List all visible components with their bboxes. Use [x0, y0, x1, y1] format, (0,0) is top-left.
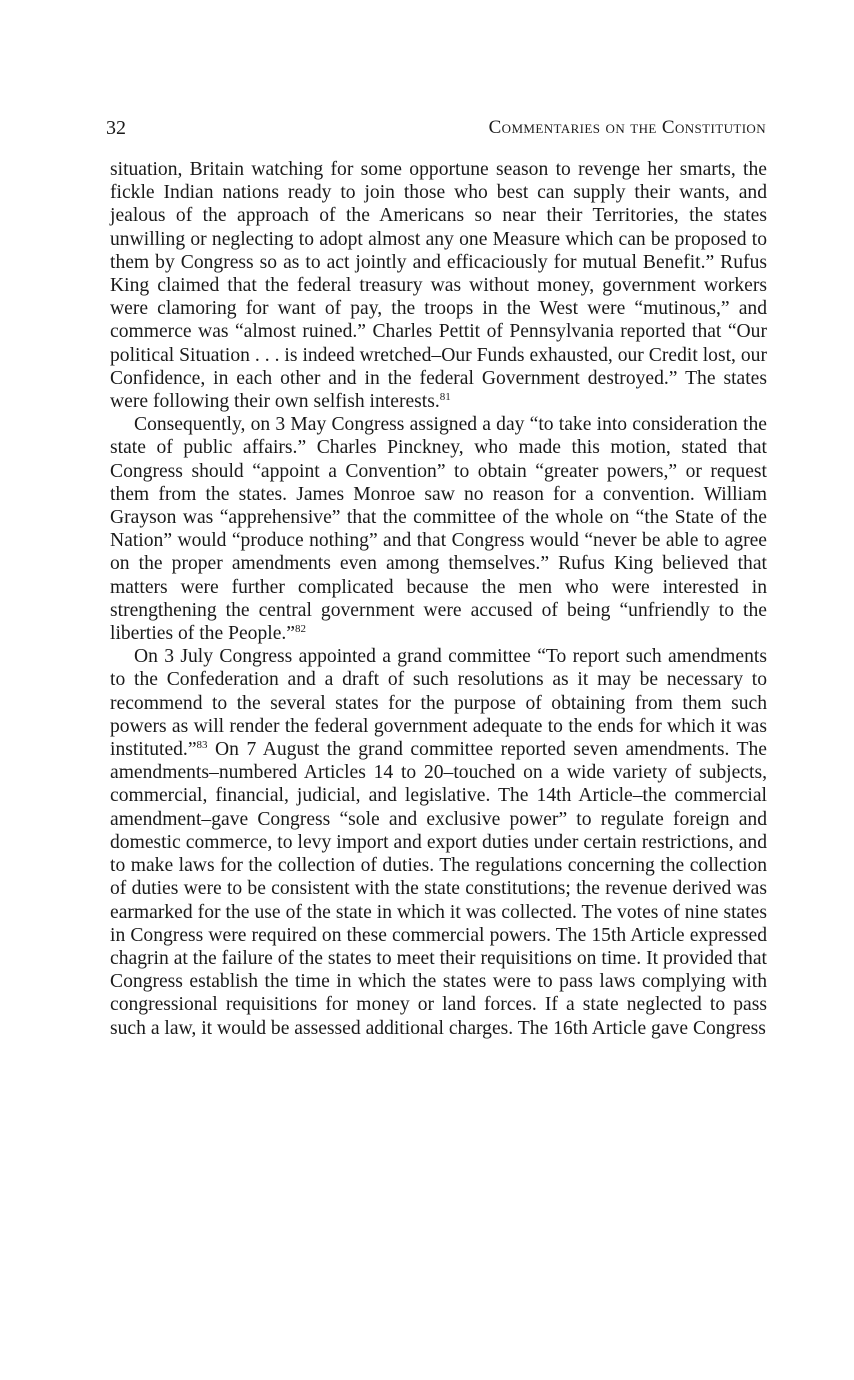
- paragraph-3-text-b: On 7 August the grand committee reported seven amendments. The amendments–numbered Articles 14 to 20–touched on a wide variety of subjects, commercial, financial, judicial, and legislative. The 14th Article–the commercial amendment–gave Congress “sole and exclusive power” to regulate foreign and domestic commerce, to levy import and export duties under certain restrictions, and to make laws for the collection of duties. The regulations concerning the collection of duties were to be consistent with the state constitutions; the revenue derived was earmarked for the use of the state in which it was collected. The votes of nine states in Congress were required on these commercial powers. The 15th Article expressed chagrin at the failure of the states to meet their requisitions on time. It provided that Congress establish the time in which the states were to pass laws complying with congressional requisitions for money or land forces. If a state neglected to pass such a law, it would be assessed additional charges. The 16th Article gave Congress: [110, 739, 767, 1039]
- footnote-ref-83: 83: [196, 739, 208, 752]
- paragraph-2-text: Consequently, on 3 May Congress assigned a day “to take into consideration the state of public affairs.” Charles Pinckney, who made this motion, stated that Congress should “appoint a Convention” to obtain “greater powers,” or request them from the states. James Monroe saw no reason for a convention. William Grayson was “apprehensive” that the committee of the whole on “the State of the Nation” would “produce nothing” and that Congress would “never be able to agree on the proper amendments even among themselves.” Rufus King believed that matters were further complicated because the men who were interested in strengthening the central government were accused of being “unfriendly to the liberties of the People.”: [110, 414, 767, 645]
- paragraph-3-text-a: On 3 July Congress appointed a grand committee “To report such amendments to the Confederation and a draft of such resolutions as it may be necessary to recommend to the several states for the purpose of obtaining from them such powers as will render the federal government adequate to the ends for which it was instituted.”: [110, 646, 767, 761]
- page-number: 32: [106, 117, 126, 139]
- page-header: [106, 114, 766, 142]
- paragraph-1-text: situation, Britain watching for some opportune season to revenge her smarts, the fickle Indian nations ready to join those who best can supply their wants, and jealous of the approach of the Americans so near their Territories, the states unwilling or neglecting to adopt almost any one Measure which can be proposed to them by Congress so as to act jointly and efficaciously for mutual Benefit.” Rufus King claimed that the federal treasury was without money, government workers were clamoring for want of pay, the troops in the West were “mutinous,” and commerce was “almost ruined.” Charles Pettit of Pennsylvania reported that “Our political Situation . . . is indeed wretched–Our Funds exhausted, our Credit lost, our Confidence, in each other and in the federal Government destroyed.” The states were following their own selfish interests.: [110, 159, 767, 413]
- paragraph-1: [110, 158, 767, 413]
- body-text: [110, 158, 767, 1040]
- footnote-ref-82: 82: [295, 623, 306, 636]
- running-head: Commentaries on the Constitution: [488, 117, 766, 138]
- footnote-ref-81: 81: [439, 391, 451, 404]
- paragraph-2: [110, 413, 767, 645]
- paragraph-3: [110, 645, 767, 1039]
